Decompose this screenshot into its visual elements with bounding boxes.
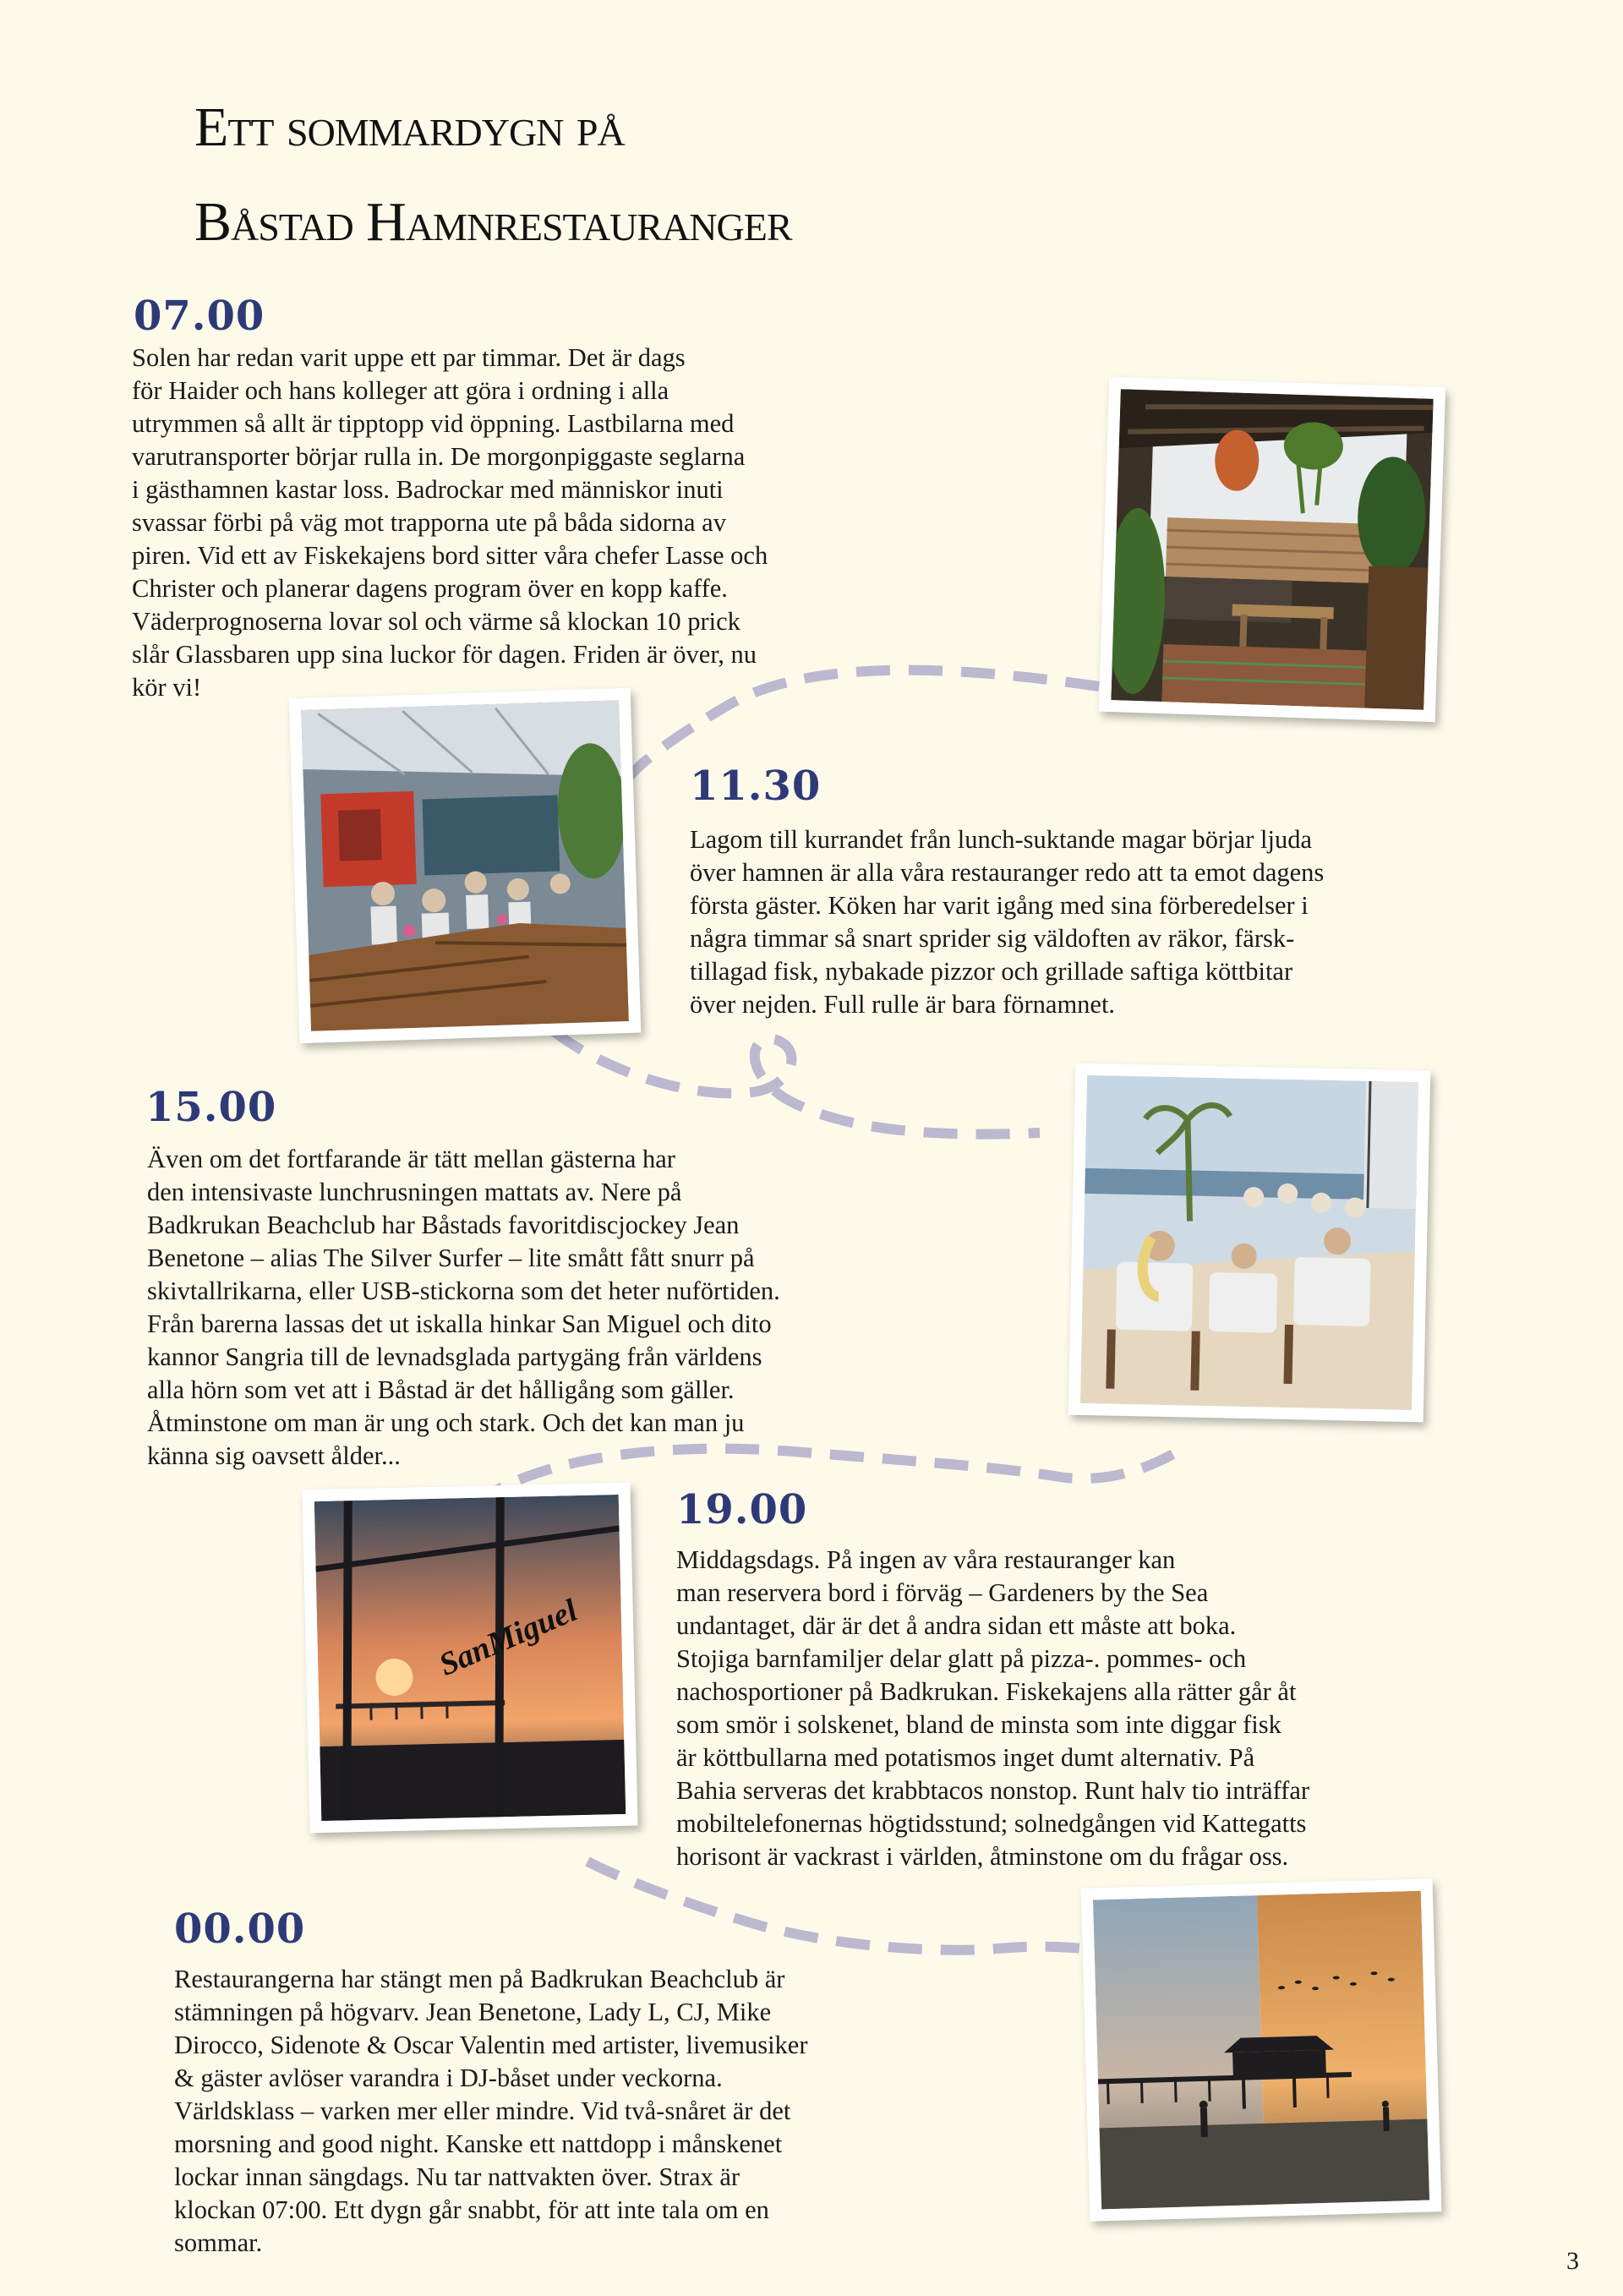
text-line: Restaurangerna har stängt men på Badkrukan Beachclub är	[174, 1965, 785, 1993]
photo-beach-club	[1068, 1063, 1431, 1423]
text-line: klockan 07:00. Ett dygn går snabbt, för att inte tala om en	[174, 2195, 769, 2224]
photo-pier-dusk	[1081, 1878, 1442, 2221]
text-line: man reservera bord i förväg – Gardeners by the Sea	[676, 1578, 1209, 1607]
text-line: Solen har redan varit uppe ett par timmar. Det är dags	[132, 343, 686, 372]
text-line: slår Glassbaren upp sina luckor för dagen. Friden är över, nu	[132, 640, 757, 669]
text-line: Stojiga barnfamiljer delar glatt på pizza-. pommes- och	[676, 1644, 1247, 1673]
text-line: Middagsdags. På ingen av våra restauranger kan	[676, 1545, 1176, 1574]
sanmiguel-sign: SanMiguel	[434, 1592, 583, 1683]
text-line: Dirocco, Sidenote & Oscar Valentin med artister, livemusiker	[174, 2031, 808, 2059]
text-line: utrymmen så allt är tipptopp vid öppning. Lastbilarna med	[132, 409, 735, 438]
text-line: lockar innan sängdags. Nu tar nattvakten över. Strax är	[174, 2162, 740, 2191]
text-line: känna sig oavsett ålder...	[147, 1441, 401, 1470]
text-line: nachosportioner på Badkrukan. Fiskekajens alla rätter går åt	[676, 1677, 1297, 1706]
section-1130-text	[690, 823, 1535, 1021]
text-line: Badkrukan Beachclub har Båstads favoritdiscjockey Jean	[147, 1211, 740, 1239]
text-line: alla hörn som vet att i Båstad är det hålligång som gäller.	[147, 1375, 735, 1404]
text-line: undantaget, där är det å andra sidan ett måste att boka.	[676, 1611, 1237, 1640]
text-line: kör vi!	[132, 673, 202, 702]
text-line: tillagad fisk, nybakade pizzor och grillade saftiga köttbitar	[690, 957, 1293, 986]
time-heading-0000: 00.00	[174, 1905, 306, 1953]
section-1900-text	[676, 1544, 1522, 1873]
section-0000-text	[174, 1963, 935, 2260]
text-line: för Haider och hans kolleger att göra i ordning i alla	[132, 376, 669, 405]
time-heading-1900: 19.00	[676, 1486, 808, 1533]
text-line: piren. Vid ett av Fiskekajens bord sitter våra chefer Lasse och	[132, 541, 768, 570]
text-line: den intensivaste lunchrusningen mattats av. Nere på	[147, 1178, 682, 1206]
photo-sunset-sanmiguel	[302, 1483, 637, 1834]
title-line-2: Båstad Hamnrestauranger	[194, 191, 792, 253]
text-line: över nejden. Full rulle är bara förnamnet.	[690, 990, 1116, 1019]
text-line: några timmar så snart sprider sig väldoften av räkor, färsk-	[690, 924, 1295, 953]
page-title	[194, 78, 1378, 272]
text-line: över hamnen är alla våra restauranger redo att ta emot dagens	[690, 858, 1325, 887]
text-line: Benetone – alias The Silver Surfer – lite smått fått snurr på	[147, 1244, 755, 1272]
page-number: 3	[1566, 2247, 1579, 2275]
text-line: Världsklass – varken mer eller mindre. Vid två-snåret är det	[174, 2096, 791, 2125]
text-line: första gäster. Köken har varit igång med sina förberedelser i	[690, 891, 1309, 920]
title-line-1: Ett sommardygn på	[194, 96, 625, 158]
text-line: horisont är vackrast i världen, åtminstone om du frågar oss.	[676, 1842, 1289, 1871]
time-heading-1130: 11.30	[690, 763, 822, 810]
text-line: skivtallrikarna, eller USB-stickorna som det heter nuförtiden.	[147, 1276, 780, 1305]
text-line: är köttbullarna med potatismos inget dumt alternativ. På	[676, 1743, 1255, 1772]
text-line: varutransporter börjar rulla in. De morgonpiggaste seglarna	[132, 442, 746, 471]
photo-terrace	[289, 688, 642, 1043]
text-line: Väderprognoserna lovar sol och värme så klockan 10 prick	[132, 607, 740, 636]
time-heading-1500: 15.00	[145, 1084, 277, 1131]
section-1500-text	[147, 1143, 925, 1473]
text-line: sommar.	[174, 2228, 263, 2257]
text-line: kannor Sangria till de levnadsglada partygäng från världens	[147, 1342, 762, 1371]
section-0700-text	[132, 342, 893, 704]
text-line: morsning and good night. Kanske ett nattdopp i månskenet	[174, 2129, 783, 2158]
text-line: & gäster avlöser varandra i DJ-båset under veckorna.	[174, 2064, 723, 2092]
time-heading-0700: 07.00	[134, 292, 265, 340]
text-line: Åtminstone om man är ung och stark. Och det kan man ju	[147, 1408, 745, 1437]
text-line: stämningen på högvarv. Jean Benetone, Lady L, CJ, Mike	[174, 1998, 772, 2026]
text-line: mobiltelefonernas högtidsstund; solnedgången vid Kattegatts	[676, 1809, 1307, 1838]
text-line: Christer och planerar dagens program över en kopp kaffe.	[132, 574, 728, 603]
text-line: Bahia serveras det krabbtacos nonstop. Runt halv tio inträffar	[676, 1776, 1310, 1805]
text-line: som smör i solskenet, bland de minsta som inte diggar fisk	[676, 1710, 1281, 1739]
text-line: svassar förbi på väg mot trapporna ute på båda sidorna av	[132, 508, 726, 537]
text-line: Lagom till kurrandet från lunch-suktande magar börjar ljuda	[690, 825, 1312, 854]
photo-lounge	[1099, 377, 1445, 722]
text-line: Även om det fortfarande är tätt mellan gästerna har	[147, 1145, 675, 1173]
text-line: Från barerna lassas det ut iskalla hinkar San Miguel och dito	[147, 1309, 772, 1338]
text-line: i gästhamnen kastar loss. Badrockar med människor inuti	[132, 475, 724, 504]
